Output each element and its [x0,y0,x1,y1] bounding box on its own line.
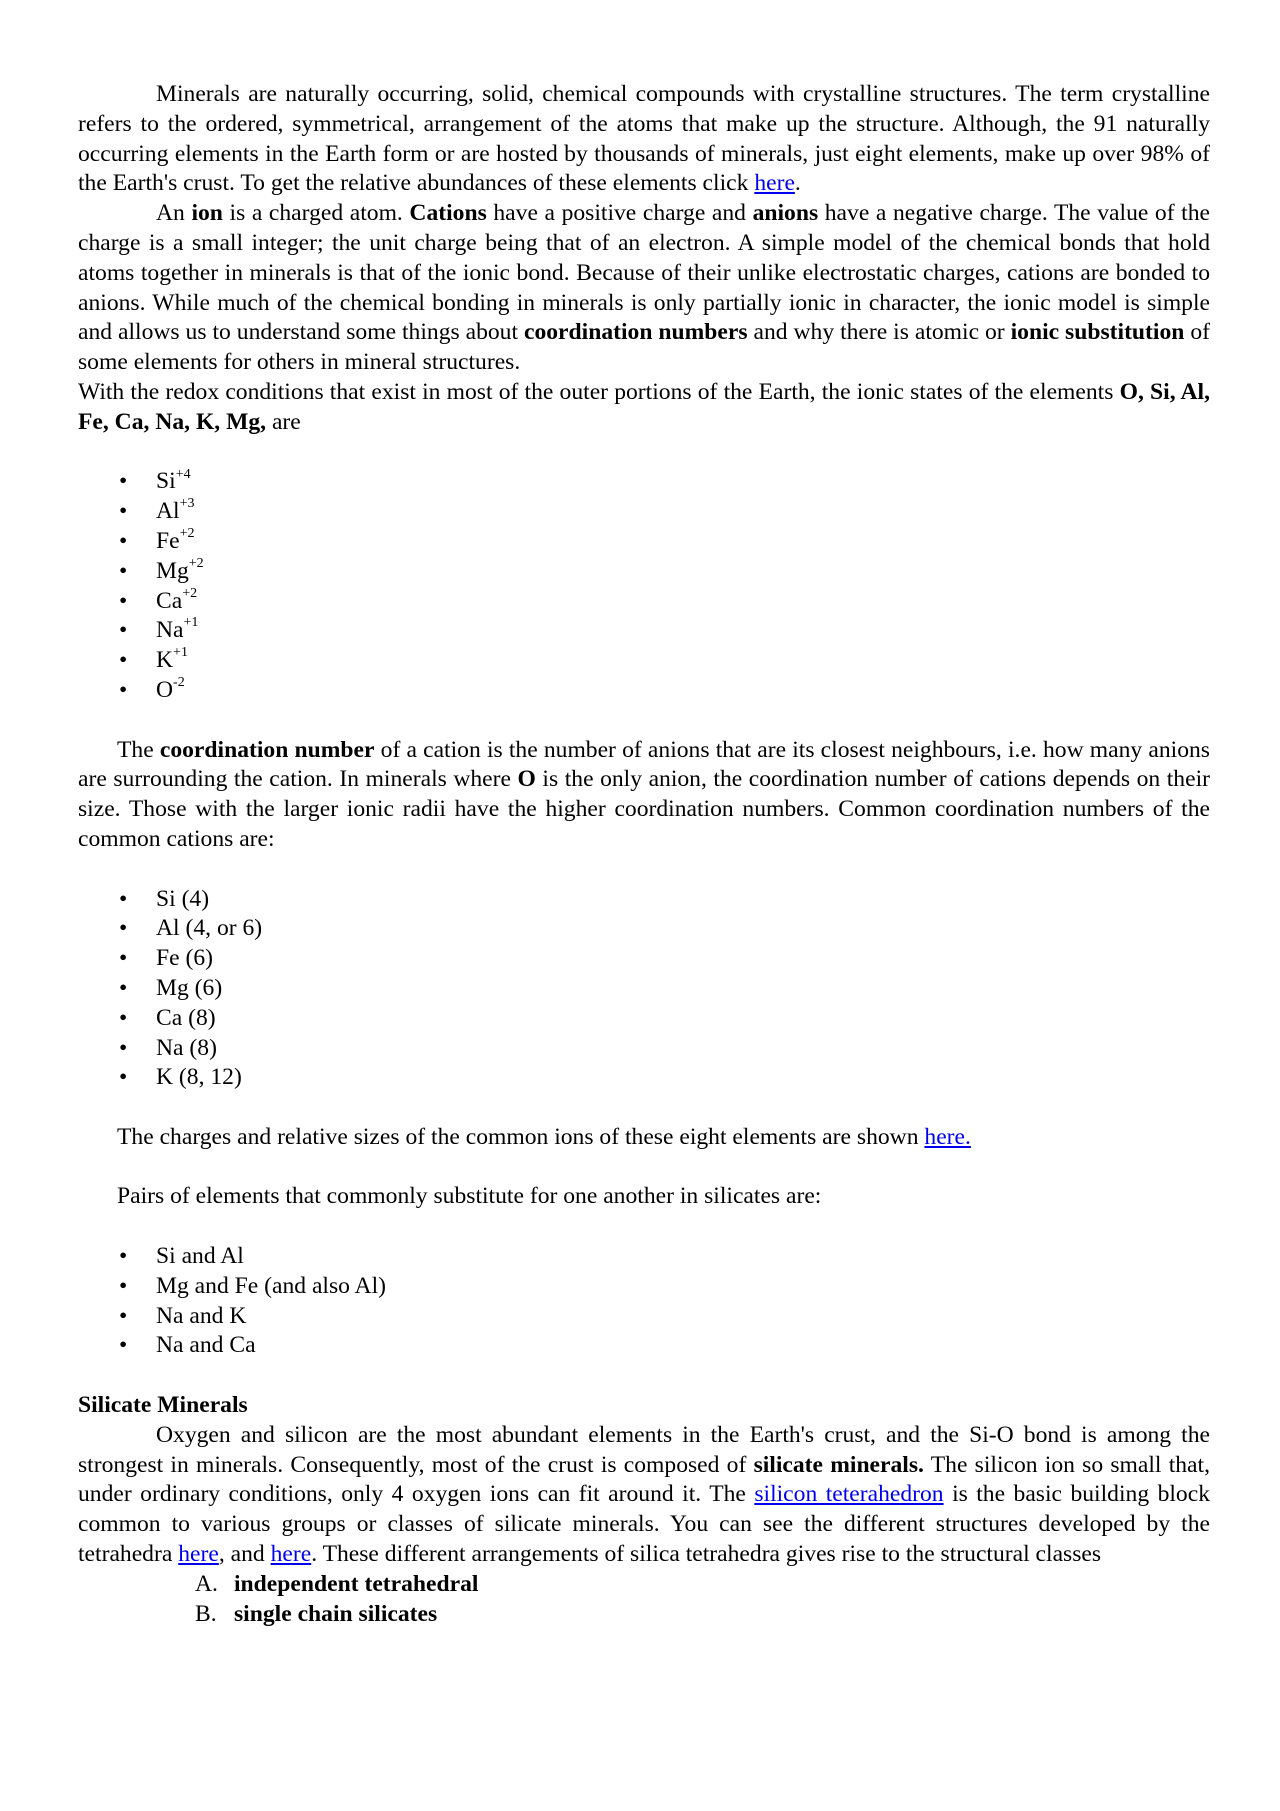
ion-term: ion [191,200,223,227]
bullet-icon: • [119,1332,128,1359]
silicate-text-2: The silicon ion so small that, under ordinary conditions, only 4 oxygen ions can fit around it. The [78,1451,1210,1508]
charge-superscript: +1 [183,615,199,631]
charge-superscript: +3 [179,496,195,512]
ion-paragraph [78,199,1210,378]
silicate-text-5: . These different arrangements of silica tetrahedra gives rise to the structural classes [311,1541,1102,1568]
silicate-text-3: is the basic building block common to various groups or classes of silicate minerals. You can see the different structures developed by the tetrahedra [78,1481,1210,1568]
silicate-text-4: , and [218,1541,271,1568]
list-item: • $Si^{+4}$ [78,467,1210,497]
list-item: • Na and Ca [78,1331,1210,1361]
charges-paragraph [78,1123,1210,1153]
bullet-icon: • [119,1243,128,1270]
list-item: • $Na^{+1}$ [78,616,1210,646]
substitution-pairs-list [78,1242,1210,1361]
ion-text-3: have a positive charge and [486,200,753,227]
coordination-numbers-term: coordination numbers [523,319,748,346]
cations-term: Cations [409,200,487,227]
bullet-icon: • [119,945,128,972]
list-item: A. independent tetrahedral [78,1570,1210,1600]
spacer [78,438,1210,468]
bullet-icon: • [119,498,128,525]
list-item: • $Ca^{+2}$ [78,587,1210,617]
redox-paragraph [78,378,1210,438]
redox-text-2: are [266,408,301,435]
abundance-link[interactable]: here [754,170,795,197]
bullet-icon: • [119,676,128,703]
structures-link-1[interactable]: here [178,1541,219,1568]
list-item: • K (8, 12) [78,1063,1210,1093]
spacer [78,1212,1210,1242]
spacer [78,855,1210,885]
list-label: B. [195,1600,217,1627]
silicate-minerals-term: silicate minerals. [753,1451,924,1478]
coord-text-1: The [117,736,160,763]
charge-superscript: +2 [188,555,204,571]
bullet-icon: • [119,1034,128,1061]
section-heading: Silicate Minerals [78,1392,248,1419]
bullet-icon: • [119,885,128,912]
structures-link-2[interactable]: here [270,1541,312,1568]
elements-list-term: O, Si, Al, Fe, Ca, Na, K, Mg, [78,378,1210,435]
silicate-paragraph [78,1421,1210,1570]
ion-text-2: is a charged atom. [222,200,410,227]
bullet-icon: • [119,1004,128,1031]
spacer [78,1361,1210,1391]
list-item: • Na (8) [78,1034,1210,1064]
anions-term: anions [752,200,819,227]
spacer [78,706,1210,736]
document-page [78,80,1210,1629]
charge-superscript: +1 [173,645,188,661]
list-item: • Mg (6) [78,974,1210,1004]
bullet-icon: • [119,527,128,554]
bullet-icon: • [119,647,128,674]
list-item: • Si and Al [78,1242,1210,1272]
ion-text-5: and why there is atomic or [747,319,1011,346]
structural-classes-list [78,1570,1210,1630]
coord-text-2: of a cation is the number of anions that are its closest neighbours, i.e. how many anions are surrounding the cation. In minerals where [78,736,1210,793]
ion-text-4: have a negative charge. The value of the charge is a small integer; the unit charge being that of an electron. A simple model of the chemical bonds that hold atoms together in minerals is that of the ionic bond. Because of their unlike electrostatic charges, cations are bonded to anions. While much of the chemical bonding in minerals is only partially ionic in character, the ionic model is simple and allows us to understand some things about [78,200,1211,346]
spacer [78,1153,1210,1183]
charges-text: The charges and relative sizes of the common ions of these eight elements are shown [117,1123,925,1150]
ion-text-6: of some elements for others in mineral structures. [78,319,1210,376]
list-item: • $Al^{+3}$ [78,497,1210,527]
list-item: • Al (4, or 6) [78,914,1210,944]
coordination-paragraph [78,736,1210,855]
list-item: • Ca (8) [78,1004,1210,1034]
ionic-states-list [78,467,1210,705]
list-label: A. [195,1570,218,1597]
bullet-icon: • [119,557,128,584]
bullet-icon: • [119,915,128,942]
list-item: • Fe (6) [78,944,1210,974]
charge-superscript: +4 [175,466,191,482]
tetrahedron-link[interactable]: silicon teterahedron [754,1481,944,1508]
list-item: • Si (4) [78,885,1210,915]
list-item: B. single chain silicates [78,1600,1210,1630]
bullet-icon: • [119,587,128,614]
bullet-icon: • [119,617,128,644]
bullet-icon: • [119,1302,128,1329]
list-item: • $Mg^{+2}$ [78,557,1210,587]
intro-paragraph [78,80,1210,199]
list-item: • $O^{-2}$ [78,676,1210,706]
spacer [78,1093,1210,1123]
bullet-icon: • [119,974,128,1001]
list-item: • $Fe^{+2}$ [78,527,1210,557]
coordination-list [78,885,1210,1094]
intro-end: . [794,170,801,197]
coordination-number-term: coordination number [159,736,375,763]
silicate-text-1: Oxygen and silicon are the most abundant elements in the Earth's crust, and the Si-O bond is among the strongest in minerals. Consequently, most of the crust is composed of [78,1421,1210,1478]
ionic-substitution-term: ionic substitution [1010,319,1185,346]
list-item: • Na and K [78,1302,1210,1332]
charge-superscript: +2 [179,526,195,542]
charges-link[interactable]: here. [924,1123,971,1150]
pairs-paragraph: Pairs of elements that commonly substitute for one another in silicates are: [117,1183,822,1210]
list-item: • $K^{+1}$ [78,646,1210,676]
bullet-icon: • [119,468,128,495]
ion-text-1: An [156,200,192,227]
intro-text: Minerals are naturally occurring, solid, chemical compounds with crystalline structures. The term crystalline refers to the ordered, symmetrical, arrangement of the atoms that make up the structure. Although, the 91 naturally occurring elements in the Earth form or are hosted by thousands of minerals, just eight elements, make up over 98% of the Earth's crust. To get the relative abundances of these elements click [78,81,1210,197]
charge-superscript: -2 [173,675,185,691]
coord-text-3: is the only anion, the coordination number of cations depends on their size. Those with the larger ionic radii have the higher coordination numbers. Common coordination numbers of the common cations are: [78,766,1210,852]
bullet-icon: • [119,1272,128,1299]
list-item: • Mg and Fe (and also Al) [78,1272,1210,1302]
redox-text-1: With the redox conditions that exist in most of the outer portions of the Earth, the ionic states of the elements [78,378,1120,405]
bullet-icon: • [119,1064,128,1091]
oxygen-term: O [517,766,536,793]
charge-superscript: +2 [182,585,198,601]
